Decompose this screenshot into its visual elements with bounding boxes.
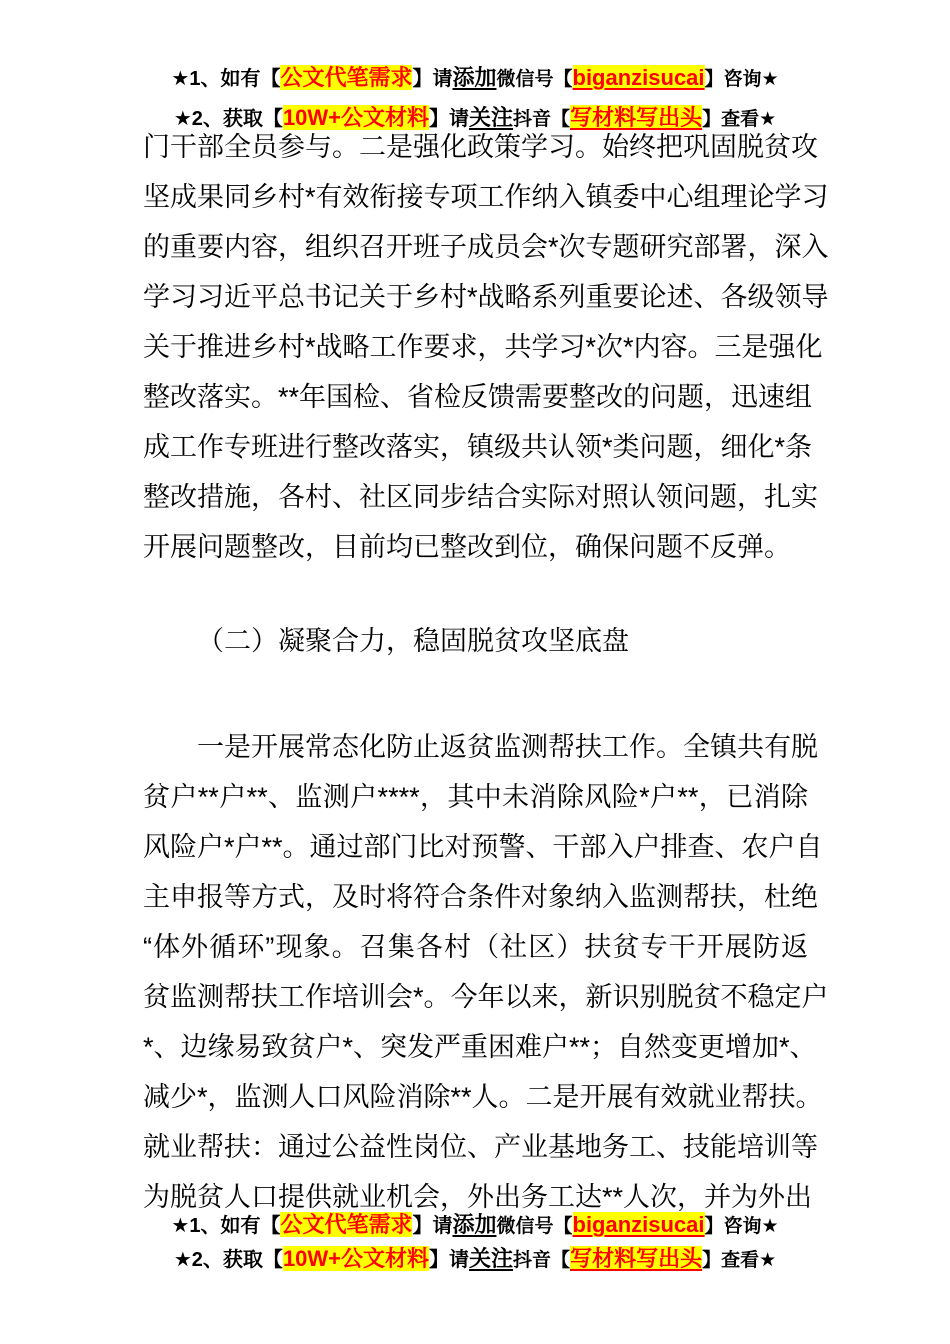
notice-text: ★2、获取【 xyxy=(173,108,283,130)
document-body xyxy=(143,122,829,1222)
notice-text: ★1、如有【 xyxy=(171,1215,281,1237)
body-text-line: 成工作专班进行整改落实，镇级共认领*类问题，细化*条 xyxy=(143,432,813,462)
wechat-id: biganzisucai xyxy=(572,65,705,90)
highlight-keyword: 10W+公文材料 xyxy=(282,1246,430,1271)
header-notice-line-1 xyxy=(0,59,950,99)
notice-text: 】查看★ xyxy=(702,109,777,130)
body-text-line: 主申报等方式，及时将符合条件对象纳入监测帮扶，杜绝 xyxy=(143,882,818,912)
notice-text: ★1、如有【 xyxy=(171,68,281,90)
body-text-line: “体外循环”现象。召集各村（社区）扶贫专干开展防返 xyxy=(143,932,808,962)
body-text-line: 学习习近平总书记关于乡村*战略系列重要论述、各级领导 xyxy=(143,282,829,312)
underlined-keyword: 关注 xyxy=(469,1246,514,1271)
body-text-line: 减少*，监测人口风险消除**人。二是开展有效就业帮扶。 xyxy=(143,1082,823,1112)
notice-text: ★2、获取【 xyxy=(173,1249,283,1271)
notice-text: 】咨询★ xyxy=(704,1216,779,1237)
body-text-line: 风险户*户**。通过部门比对预警、干部入户排查、农户自 xyxy=(143,832,823,862)
body-text-line: 为脱贫人口提供就业机会，外出务工达**人次，并为外出 xyxy=(143,1182,813,1212)
body-text-line: 整改措施，各村、社区同步结合实际对照认领问题，扎实 xyxy=(143,482,818,512)
body-text-line: 一是开展常态化防止返贫监测帮扶工作。全镇共有脱 xyxy=(197,732,818,762)
notice-text: 微信号【 xyxy=(496,69,573,90)
notice-text: 抖音【 xyxy=(513,1250,571,1271)
body-text-line: 开展问题整改，目前均已整改到位，确保问题不反弹。 xyxy=(143,532,791,562)
underlined-keyword: 添加 xyxy=(452,1212,497,1237)
notice-text: 】请 xyxy=(429,108,470,130)
underlined-keyword: 添加 xyxy=(452,65,497,90)
underlined-keyword: 关注 xyxy=(469,105,514,130)
body-text-line: *、边缘易致贫户*、突发严重困难户**；自然变更增加*、 xyxy=(143,1032,817,1062)
body-text-line: 贫户**户**、监测户****，其中未消除风险*户**，已消除 xyxy=(143,782,808,812)
notice-text: 微信号【 xyxy=(496,1216,573,1237)
body-text-line: 整改落实。**年国检、省检反馈需要整改的问题，迅速组 xyxy=(143,382,813,412)
body-text-line: 坚成果同乡村*有效衔接专项工作纳入镇委中心组理论学习 xyxy=(143,182,829,212)
footer-notice-line-2 xyxy=(0,1243,950,1277)
footer-notice xyxy=(0,1209,950,1277)
highlight-keyword: 公文代笔需求 xyxy=(280,65,413,90)
wechat-id: biganzisucai xyxy=(572,1212,705,1237)
footer-notice-line-1 xyxy=(0,1209,950,1243)
body-text-line: 贫监测帮扶工作培训会*。今年以来，新识别脱贫不稳定户 xyxy=(143,982,829,1012)
notice-text: 抖音【 xyxy=(513,109,571,130)
body-text-line: 的重要内容，组织召开班子成员会*次专题研究部署，深入 xyxy=(143,232,829,262)
section-heading-2: （二）凝聚合力，稳固脱贫攻坚底盘 xyxy=(197,626,629,656)
notice-text: 】请 xyxy=(412,1215,453,1237)
notice-text: 】请 xyxy=(412,68,453,90)
highlight-keyword: 10W+公文材料 xyxy=(282,105,430,130)
paragraph-2 xyxy=(143,722,829,1222)
notice-text: 】咨询★ xyxy=(704,69,779,90)
body-text-line: 就业帮扶：通过公益性岗位、产业基地务工、技能培训等 xyxy=(143,1132,818,1162)
highlight-keyword: 公文代笔需求 xyxy=(280,1212,413,1237)
douyin-id: 写材料写出头 xyxy=(570,105,703,130)
paragraph-1 xyxy=(143,122,829,572)
douyin-id: 写材料写出头 xyxy=(570,1246,703,1271)
notice-text: 】请 xyxy=(429,1249,470,1271)
body-text-line: 关于推进乡村*战略工作要求，共学习*次*内容。三是强化 xyxy=(143,332,823,362)
notice-text: 】查看★ xyxy=(702,1250,777,1271)
body-text-line: 门干部全员参与。二是强化政策学习。始终把巩固脱贫攻 xyxy=(143,132,818,162)
